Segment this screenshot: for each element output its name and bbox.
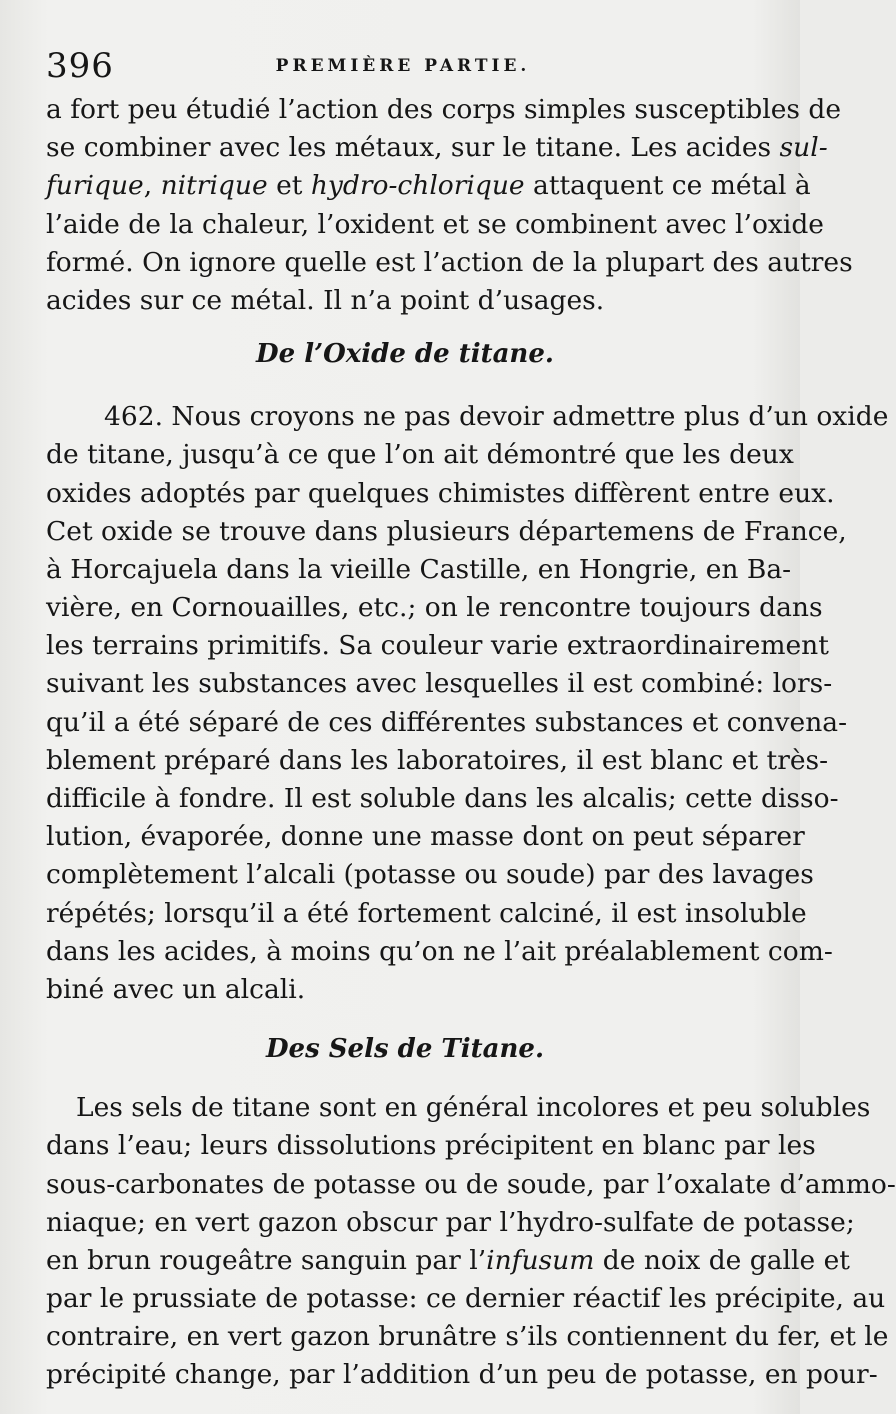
page-body	[46, 91, 896, 1395]
text-line: biné avec un alcali.	[46, 973, 306, 1005]
section-heading: De l’Oxide de titane.	[256, 339, 554, 370]
text-line: à Horcajuela dans la vieille Castille, en Hongrie, en Ba-	[46, 553, 792, 585]
text-line: complètement l’alcali (potasse ou soude) par des lavages	[46, 859, 814, 891]
text-line: vière, en Cornouailles, etc.; on le rencontre toujours dans	[46, 592, 823, 624]
text-line: blement préparé dans les laboratoires, il est blanc et très-	[46, 744, 829, 776]
running-head: PREMIÈRE PARTIE.	[275, 56, 531, 76]
italic-term: infusum	[486, 1244, 595, 1276]
text-line: sous-carbonates de potasse ou de soude, par l’oxalate d’ammo-	[46, 1168, 896, 1200]
text-line: dans l’eau; leurs dissolutions précipitent en blanc par les	[46, 1130, 816, 1162]
text-line: niaque; en vert gazon obscur par l’hydro-sulfate de potasse;	[46, 1206, 855, 1238]
text-line: qu’il a été séparé de ces différentes substances et convena-	[46, 706, 848, 738]
text-line: suivant les substances avec lesquelles il est combiné: lors-	[46, 668, 833, 700]
text-line: lution, évaporée, donne une masse dont on peut séparer	[46, 821, 805, 853]
text-line: Les sels de titane sont en général incolores et peu solubles	[76, 1092, 871, 1124]
text-line: furique, nitrique et hydro-chlorique attaquent ce métal à	[46, 170, 811, 202]
text-line: par le prussiate de potasse: ce dernier réactif les précipite, au	[46, 1283, 886, 1315]
text-line: se combiner avec les métaux, sur le titane. Les acides sul-	[46, 132, 828, 164]
text-line: les terrains primitifs. Sa couleur varie extraordinairement	[46, 630, 829, 662]
italic-term: sul-	[779, 132, 828, 164]
italic-term: furique	[46, 170, 144, 202]
text-line: 462. Nous croyons ne pas devoir admettre plus d’un oxide	[104, 401, 889, 433]
text-line: a fort peu étudié l’action des corps simples susceptibles de	[46, 94, 842, 125]
text-line: dans les acides, à moins qu’on ne l’ait préalablement com-	[46, 935, 833, 967]
page-number: 396	[46, 46, 114, 86]
text-line: l’aide de la chaleur, l’oxident et se combinent avec l’oxide	[46, 208, 824, 240]
text-line: en brun rougeâtre sanguin par l’infusum de noix de galle et	[46, 1244, 850, 1276]
italic-term: nitrique	[160, 170, 268, 202]
text-line: de titane, jusqu’à ce que l’on ait démontré que les deux	[46, 439, 794, 471]
text-line: précipité change, par l’addition d’un peu de potasse, en pour-	[46, 1359, 878, 1391]
italic-term: hydro-chlorique	[310, 170, 525, 202]
text-line: Cet oxide se trouve dans plusieurs départemens de France,	[46, 515, 847, 547]
page-header	[46, 46, 760, 86]
text-line: répétés; lorsqu’il a été fortement calciné, il est insoluble	[46, 897, 807, 929]
text-line: formé. On ignore quelle est l’action de la plupart des autres	[46, 246, 853, 278]
section-heading: Des Sels de Titane.	[265, 1034, 544, 1065]
text-line: difficile à fondre. Il est soluble dans les alcalis; cette disso-	[46, 783, 839, 814]
text-line: acides sur ce métal. Il n’a point d’usages.	[46, 284, 605, 316]
text-line: oxides adoptés par quelques chimistes diffèrent entre eux.	[46, 477, 835, 509]
text-line: contraire, en vert gazon brunâtre s’ils contiennent du fer, et le	[46, 1321, 889, 1353]
